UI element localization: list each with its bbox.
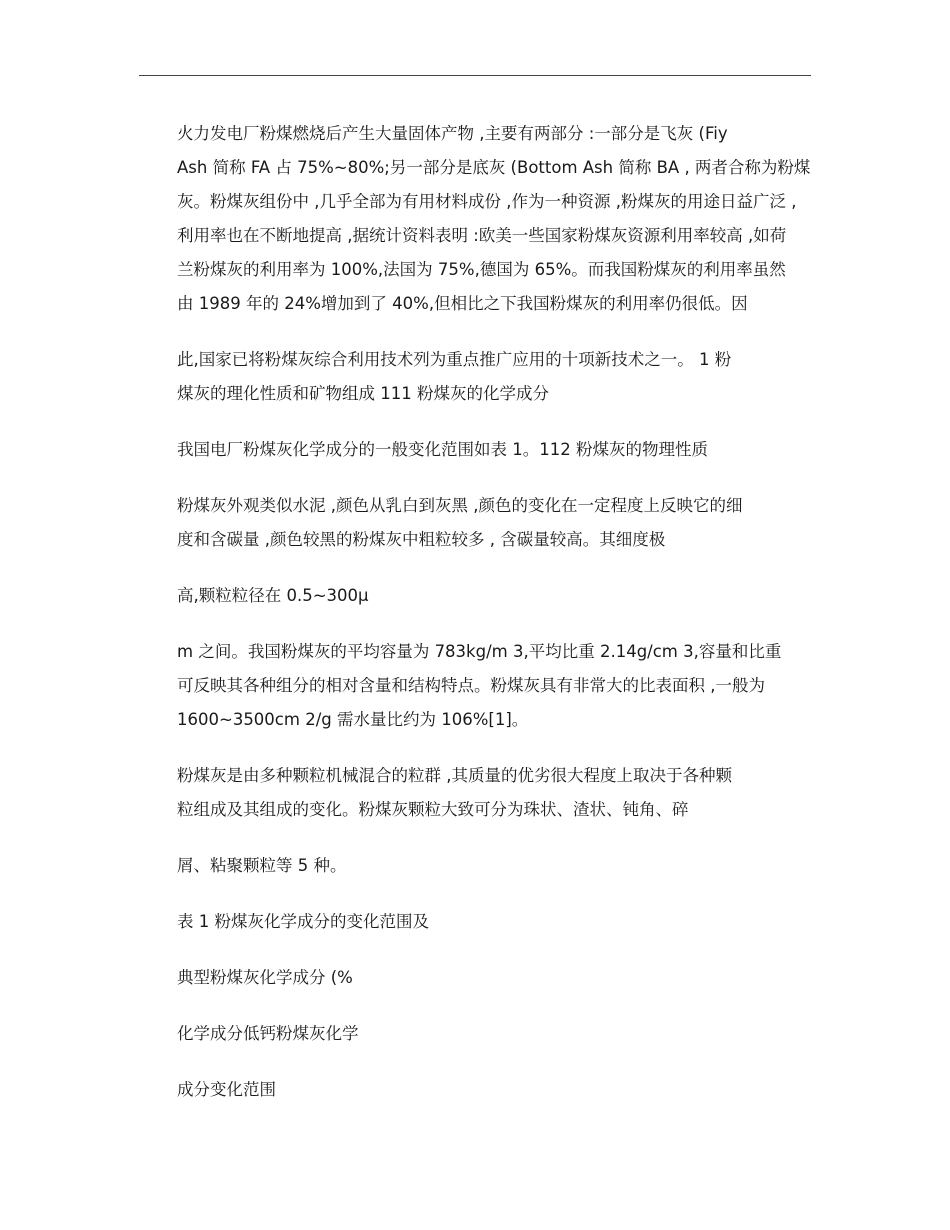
text-line: 1600~3500cm 2/g 需水量比约为 106%[1]。 (177, 710, 529, 729)
text-line: Ash 简称 FA 占 75%~80%;另一部分是底灰 (Bottom Ash 简称 BA , 两者合称为粉煤 (177, 158, 811, 177)
text-line: 火力发电厂粉煤燃烧后产生大量固体产物 ,主要有两部分 :一部分是飞灰 (Fiy (177, 124, 728, 143)
text-line: 可反映其各种组分的相对含量和结构特点。粉煤灰具有非常大的比表面积 ,一般为 (177, 676, 765, 695)
text-line: 屑、粘聚颗粒等 5 种。 (177, 856, 347, 875)
paragraph-chemical-composition (139, 433, 811, 467)
text-line: 高,颗粒粒径在 0.5~300μ (177, 586, 369, 605)
paragraph-fly-ash-intro (139, 117, 811, 321)
paragraph-particle-size (139, 579, 811, 613)
paragraph-particle-types (139, 849, 811, 883)
paragraph-particle-groups (139, 759, 811, 827)
text-line: 兰粉煤灰的利用率为 100%,法国为 75%,德国为 65%。而我国粉煤灰的利用率虽然 (177, 260, 786, 279)
text-line: 粉煤灰外观类似水泥 ,颜色从乳白到灰黑 ,颜色的变化在一定程度上反映它的细 (177, 496, 743, 515)
paragraph-appearance (139, 489, 811, 557)
text-line: 此,国家已将粉煤灰综合利用技术列为重点推广应用的十项新技术之一。 1 粉 (177, 350, 732, 369)
text-line: 利用率也在不断地提高 ,据统计资料表明 :欧美一些国家粉煤灰资源利用率较高 ,如荷 (177, 226, 787, 245)
text-line: 由 1989 年的 24%增加到了 40%,但相比之下我国粉煤灰的利用率仍很低。因 (177, 294, 748, 313)
text-line: 粒组成及其组成的变化。粉煤灰颗粒大致可分为珠状、渣状、钝角、碎 (177, 800, 689, 819)
text-line: 煤灰的理化性质和矿物组成 111 粉煤灰的化学成分 (177, 384, 549, 403)
table-column-header: 成分变化范围 (177, 1080, 276, 1099)
text-line: 我国电厂粉煤灰化学成分的一般变化范围如表 1。112 粉煤灰的物理性质 (177, 440, 708, 459)
paragraph-density (139, 635, 811, 737)
document-body (139, 117, 811, 1129)
table-column-header: 化学成分低钙粉煤灰化学 (177, 1024, 359, 1043)
paragraph-policy (139, 343, 811, 411)
text-line: 度和含碳量 ,颜色较黑的粉煤灰中粗粒较多 , 含碳量较高。其细度极 (177, 530, 666, 549)
header-rule (139, 75, 811, 76)
text-line: m 之间。我国粉煤灰的平均容量为 783kg/m 3,平均比重 2.14g/cm 3,容量和比重 (177, 642, 782, 661)
text-line: 粉煤灰是由多种颗粒机械混合的粒群 ,其质量的优劣很大程度上取决于各种颗 (177, 766, 732, 785)
table-caption: 表 1 粉煤灰化学成分的变化范围及 (177, 912, 429, 931)
text-line: 灰。粉煤灰组份中 ,几乎全部为有用材料成份 ,作为一种资源 ,粉煤灰的用途日益广泛 , (177, 192, 797, 211)
table-caption-subtitle: 典型粉煤灰化学成分 (% (177, 968, 353, 987)
